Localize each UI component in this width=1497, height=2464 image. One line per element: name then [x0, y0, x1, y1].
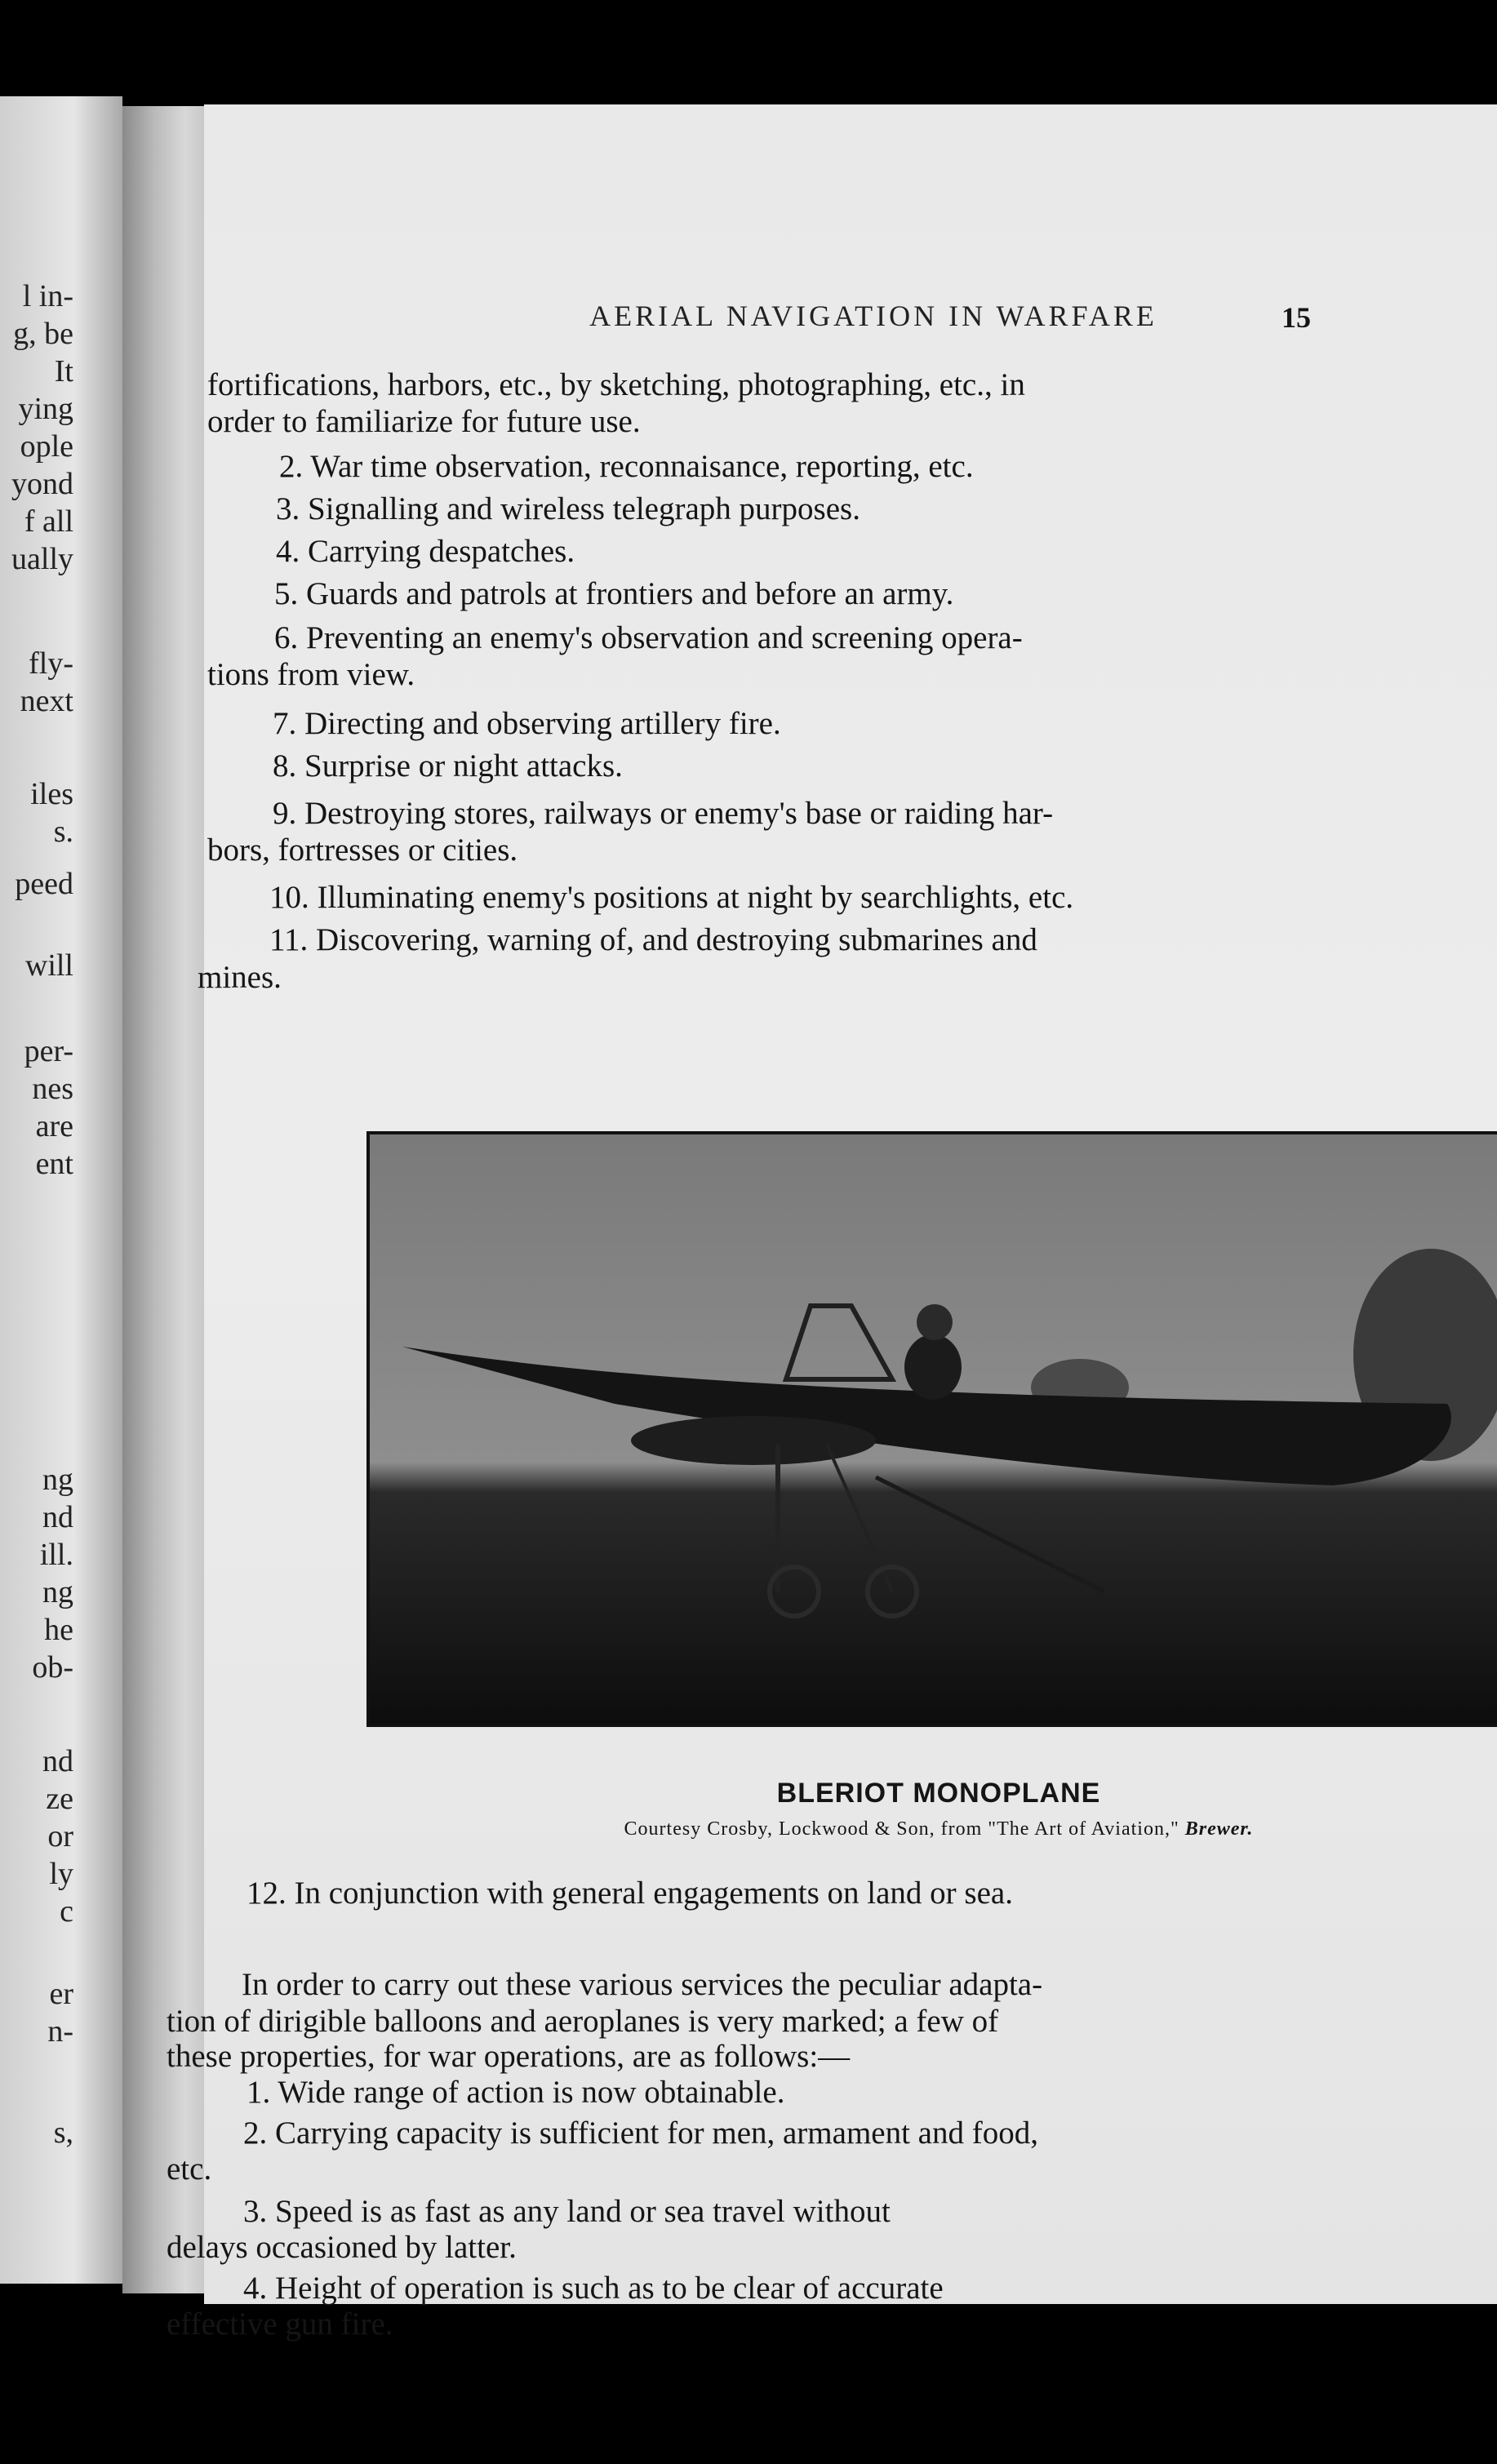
list-item: 3. Speed is as fast as any land or sea travel without [243, 2194, 891, 2229]
list-item-cont: tions from view. [207, 657, 415, 692]
left-page-fragment: nd [42, 1500, 73, 1534]
left-page-fragment: ying [18, 392, 73, 426]
left-page-fragment: f all [24, 504, 73, 539]
paragraph-line: In order to carry out these various services the peculiar adapta- [242, 1967, 1043, 2002]
left-page-fragment: ng [42, 1575, 73, 1609]
aeroplane-photo [366, 1131, 1497, 1727]
book-gutter [122, 106, 212, 2293]
list-item: 5. Guards and patrols at frontiers and before an army. [274, 576, 954, 611]
list-item-cont: etc. [167, 2151, 212, 2187]
list-item: 9. Destroying stores, railways or enemy's base or raiding har- [273, 796, 1054, 831]
list-item: 4. Carrying despatches. [276, 534, 575, 569]
list-item: 3. Signalling and wireless telegraph purposes. [276, 491, 860, 526]
list-item: 1. Wide range of action is now obtainable. [247, 2075, 785, 2110]
left-page-fragment: ob- [32, 1650, 73, 1685]
left-page-fragment: will [24, 948, 73, 983]
left-page-fragment: s. [53, 815, 73, 849]
left-page-edge [0, 96, 122, 2284]
list-item: 12. In conjunction with general engagements on land or sea. [247, 1876, 1013, 1911]
left-page-fragment: or [47, 1819, 73, 1854]
left-page-fragment: c [60, 1894, 73, 1929]
text-line: order to familiarize for future use. [207, 404, 641, 439]
list-item: 2. War time observation, reconnaisance, reporting, etc. [279, 449, 974, 484]
left-page-fragment: er [49, 1977, 73, 2011]
left-page-fragment: s, [53, 2115, 73, 2150]
list-item: 2. Carrying capacity is sufficient for men, armament and food, [243, 2115, 1038, 2151]
list-item: 11. Discovering, warning of, and destroying submarines and [269, 922, 1037, 957]
left-page-fragment: ze [46, 1782, 73, 1816]
left-page-fragment: ent [35, 1147, 73, 1181]
list-item: 10. Illuminating enemy's positions at night by searchlights, etc. [269, 880, 1074, 915]
credit-text: Courtesy Crosby, Lockwood & Son, from "The Art of Aviation," [624, 1818, 1179, 1840]
list-item: 8. Surprise or night attacks. [273, 748, 623, 784]
left-page-fragment: he [44, 1613, 73, 1647]
list-item-cont: mines. [198, 960, 282, 995]
list-item-cont: effective gun fire. [167, 2306, 393, 2342]
left-page-fragment: are [35, 1109, 73, 1143]
left-page-fragment: ople [20, 429, 73, 464]
text-line: fortifications, harbors, etc., by sketching, photographing, etc., in [207, 367, 1025, 402]
left-page-fragment: ng [42, 1463, 73, 1497]
left-page-fragment: peed [15, 867, 73, 901]
credit-author: Brewer. [1184, 1818, 1254, 1840]
page-number: 15 [1282, 301, 1311, 334]
list-item: 6. Preventing an enemy's observation and screening opera- [274, 620, 1023, 655]
left-page-fragment: ually [11, 542, 73, 576]
paragraph-line: these properties, for war operations, are as follows:— [167, 2039, 851, 2074]
left-page-fragment: iles [30, 777, 73, 811]
list-item: 7. Directing and observing artillery fire. [273, 706, 781, 741]
left-page-fragment: fly- [29, 646, 73, 681]
list-item-cont: delays occasioned by latter. [167, 2230, 517, 2265]
left-page-fragment: nd [42, 1744, 73, 1778]
list-item-cont: bors, fortresses or cities. [207, 832, 518, 868]
running-header: AERIAL NAVIGATION IN WARFARE [589, 300, 1157, 332]
left-page-fragment: l in- [22, 279, 73, 313]
book-page [167, 104, 1497, 2342]
left-page-fragment: ly [49, 1857, 73, 1891]
left-page-fragment: It [54, 354, 73, 388]
monoplane-illustration [370, 1134, 1497, 1727]
figure-credit [498, 1818, 1379, 1840]
left-page-fragment: g, be [13, 317, 73, 351]
left-page-fragment: next [20, 684, 73, 718]
left-page-fragment: nes [32, 1072, 73, 1106]
paragraph-line: tion of dirigible balloons and aeroplanes is very marked; a few of [167, 2004, 999, 2039]
left-page-fragment: per- [24, 1034, 73, 1068]
left-page-fragment: yond [11, 467, 73, 501]
figure-caption: BLERIOT MONOPLANE [776, 1778, 1101, 1809]
left-page-fragment: n- [47, 2014, 73, 2049]
list-item: 4. Height of operation is such as to be clear of accurate [243, 2271, 944, 2306]
left-page-fragment: ill. [39, 1538, 73, 1572]
